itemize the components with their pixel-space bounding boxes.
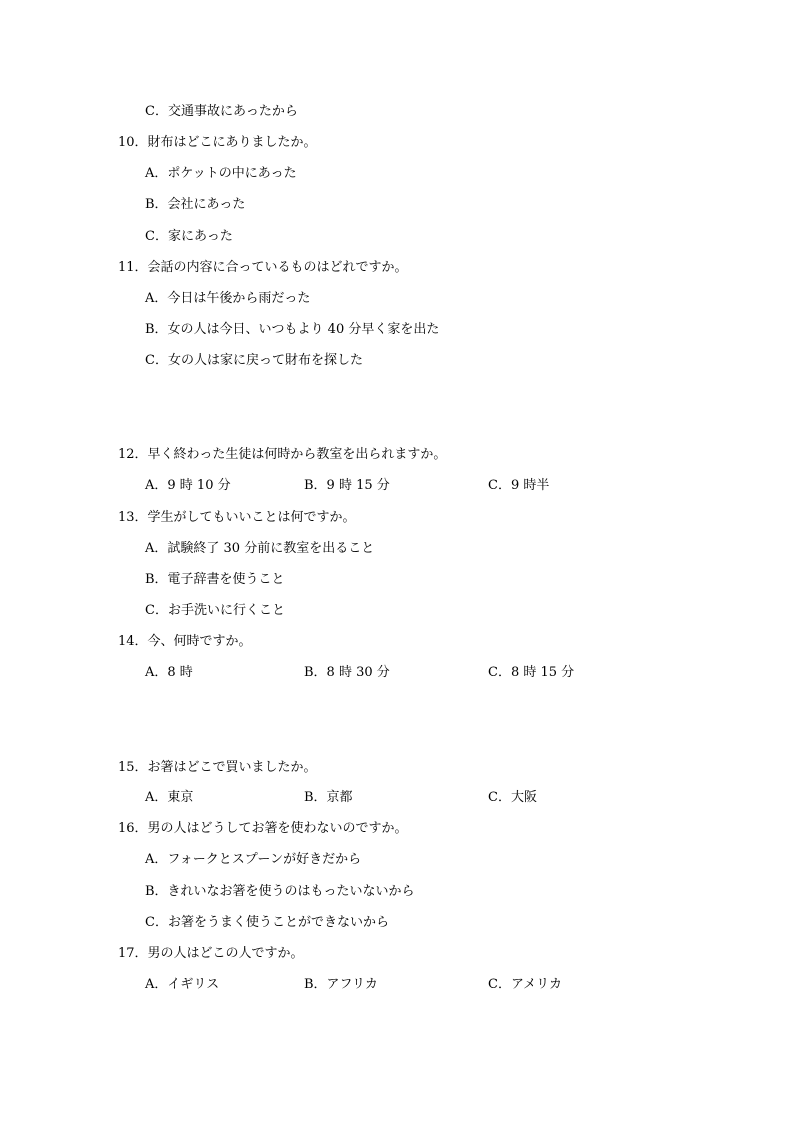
q14-option-b: B．8 時 30 分 — [304, 665, 390, 680]
q13-option-b: B．電子辞書を使うこと — [145, 572, 285, 587]
q13-question: 13．学生がしてもいいことは何ですか。 — [118, 510, 356, 525]
q14-option-c: C．8 時 15 分 — [488, 665, 575, 680]
q12-option-c: C．9 時半 — [488, 478, 550, 493]
q14-question: 14．今、何時ですか。 — [118, 634, 252, 649]
q11-option-b: B．女の人は今日、いつもより 40 分早く家を出た — [145, 322, 440, 337]
q11-option-a: A．今日は午後から雨だった — [145, 291, 311, 306]
q17-question: 17．男の人はどこの人ですか。 — [118, 946, 304, 961]
q15-option-b: B．京都 — [304, 790, 353, 805]
q12-question: 12．早く終わった生徒は何時から教室を出られますか。 — [118, 447, 447, 462]
q10-question: 10．財布はどこにありましたか。 — [118, 135, 317, 150]
q17-option-a: A．イギリス — [145, 977, 220, 992]
q16-question: 16．男の人はどうしてお箸を使わないのですか。 — [118, 821, 408, 836]
q10-option-a: A．ポケットの中にあった — [145, 166, 297, 181]
q11-question: 11．会話の内容に合っているものはどれですか。 — [118, 260, 408, 275]
q12-option-a: A．9 時 10 分 — [145, 478, 231, 493]
q16-option-c: C．お箸をうまく使うことができないから — [145, 915, 389, 930]
q11-option-c: C．女の人は家に戻って財布を探した — [145, 353, 363, 368]
q17-option-b: B．アフリカ — [304, 977, 378, 992]
q15-question: 15．お箸はどこで買いましたか。 — [118, 760, 317, 775]
q13-option-c: C．お手洗いに行くこと — [145, 603, 285, 618]
q16-option-b: B．きれいなお箸を使うのはもったいないから — [145, 884, 415, 899]
q15-option-a: A．東京 — [145, 790, 194, 805]
q14-option-a: A．8 時 — [145, 665, 193, 680]
q10-option-b: B．会社にあった — [145, 197, 246, 212]
q10-option-c: C．家にあった — [145, 229, 233, 244]
q15-option-c: C．大阪 — [488, 790, 537, 805]
q9-option-c: C．交通事故にあったから — [145, 104, 298, 119]
q12-option-b: B．9 時 15 分 — [304, 478, 390, 493]
q17-option-c: C．アメリカ — [488, 977, 563, 992]
q16-option-a: A．フォークとスプーンが好きだから — [145, 852, 362, 867]
q13-option-a: A．試験終了 30 分前に教室を出ること — [145, 541, 375, 556]
